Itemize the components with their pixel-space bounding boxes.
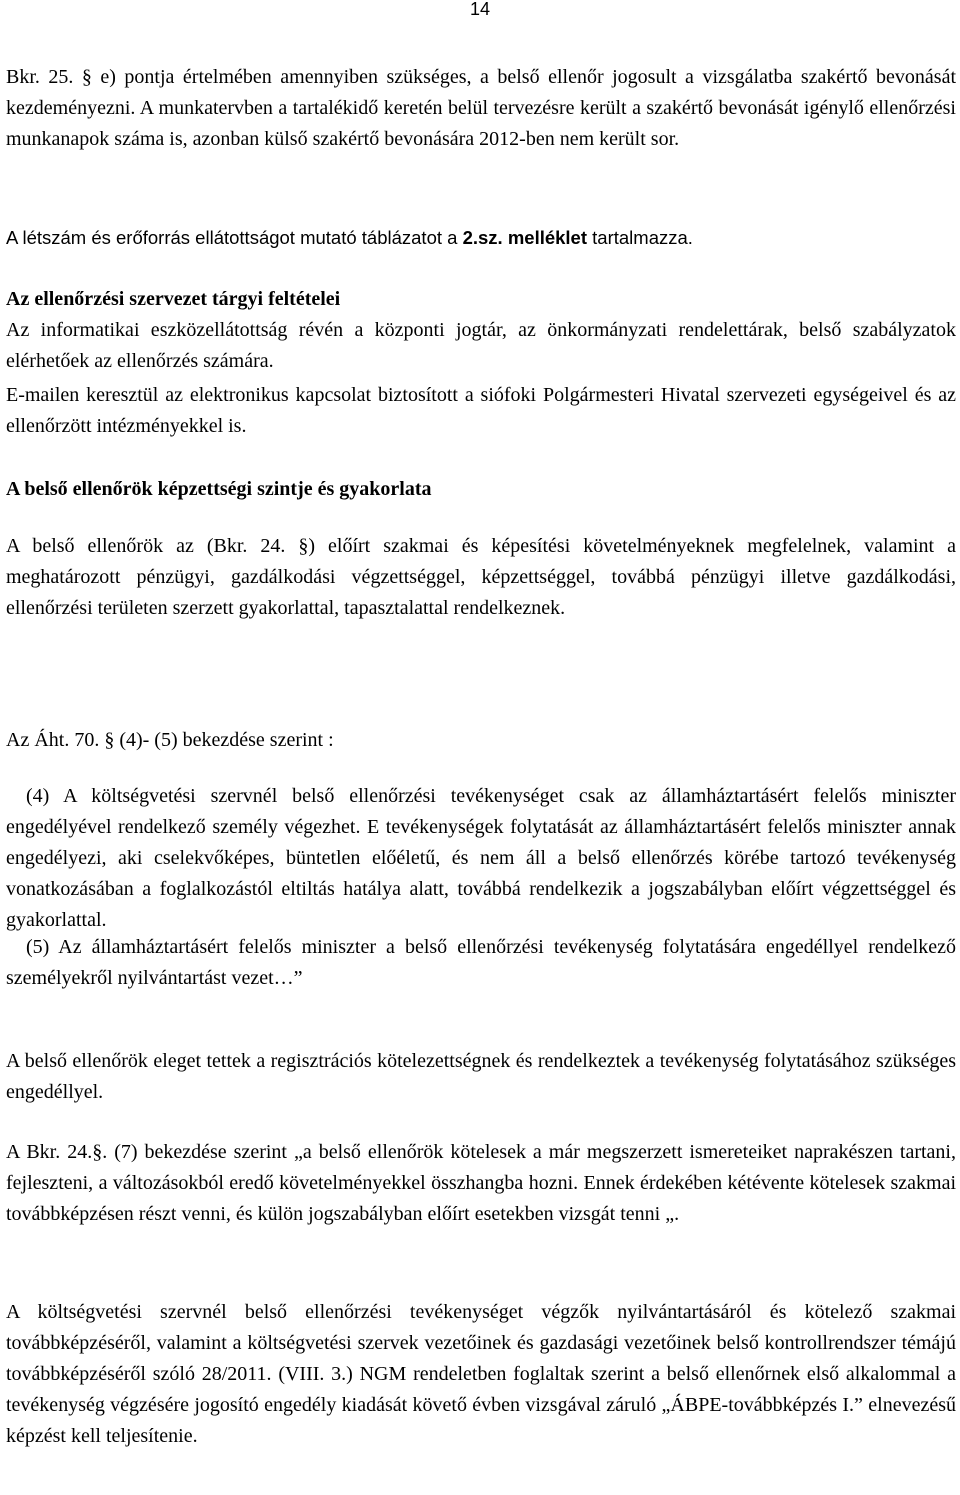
- page-number: 14: [470, 0, 491, 19]
- paragraph-bkr-training: A Bkr. 24.§. (7) bekezdése szerint „a belső ellenőrök kötelesek a már megszerzett ismereteiket naprakészen tartani, fejleszteni, a változásokból eredő követelményekkel összhangba hozni. Ennek érdekében kétévente kötelesek szakmai továbbképzésen részt venni, és külön jogszabályban előírt esetekben vizsgát tenni „.: [6, 1141, 956, 1225]
- paragraph-aht-reference: Az Áht. 70. § (4)- (5) bekezdése szerint :: [6, 729, 334, 751]
- paragraph-qualification-requirements: A belső ellenőrök az (Bkr. 24. §) előírt szakmai és képesítési követelményeknek megfelelnek, valamint a meghatározott pénzügyi, gazdálkodási végzettséggel, képzettséggel, továbbá pénzügyi illetve gazdálkodási, ellenőrzési területen szerzett gyakorlattal, tapasztalattal rendelkeznek.: [6, 535, 956, 619]
- paragraph-expert-involvement: Bkr. 25. § e) pontja értelmében amennyiben szükséges, a belső ellenőr jogosult a vizsgálatba szakértő bevonását kezdeményezni. A munkatervben a tartalékidő keretén belül tervezésre került a szakértő bevonását igénylő ellenőrzési munkanapok száma is, azonban külső szakértő bevonására 2012-ben nem került sor.: [6, 66, 956, 150]
- heading-material-conditions: Az ellenőrzési szervezet tárgyi feltételei: [6, 288, 341, 310]
- paragraph-aht-section-4: (4) A költségvetési szervnél belső ellenőrzési tevékenységet csak az államháztartásért felelős miniszter engedélyével rendelkező személy végezhet. E tevékenységek folytatását az államháztartásért felelős miniszter annak engedélyezi, aki cselekvőképes, büntetlen előéletű, és nem áll a belső ellenőrzés körébe tartozó tevékenység vonatkozásában a foglalkozástól eltiltás hatálya alatt, továbbá rendelkezik a jogszabályban előírt végzettséggel és gyakorlattal.: [6, 785, 956, 931]
- paragraph-staffing-reference: [6, 222, 956, 253]
- staffing-text-pre: A létszám és erőforrás ellátottságot mutató táblázatot a: [6, 227, 463, 248]
- heading-qualifications: A belső ellenőrök képzettségi szintje és gyakorlata: [6, 478, 432, 500]
- paragraph-it-equipment: Az informatikai eszközellátottság révén a központi jogtár, az önkormányzati rendelettárak, belső szabályzatok elérhetőek az ellenőrzés számára.: [6, 319, 956, 372]
- staffing-text-post: tartalmazza.: [587, 227, 693, 248]
- paragraph-aht-section-5: (5) Az államháztartásért felelős miniszter a belső ellenőrzési tevékenység folytatására engedéllyel rendelkező személyekről nyilvántartást vezet…”: [6, 936, 956, 989]
- annex-reference: 2.sz. melléklet: [462, 227, 588, 248]
- paragraph-registration: A belső ellenőrök eleget tettek a regisztrációs kötelezettségnek és rendelkeztek a tevékenység folytatásához szükséges engedéllyel.: [6, 1050, 956, 1103]
- paragraph-email-connection: E-mailen keresztül az elektronikus kapcsolat biztosított a siófoki Polgármesteri Hivatal szervezeti egységeivel és az ellenőrzött intézményekkel is.: [6, 384, 956, 437]
- paragraph-ngm-decree: A költségvetési szervnél belső ellenőrzési tevékenységet végzők nyilvántartásáról és kötelező szakmai továbbképzéséről, valamint a költségvetési szervek vezetőinek és gazdasági vezetőinek belső kontrollrendszer témájú továbbképzéséről szóló 28/2011. (VIII. 3.) NGM rendeletben foglaltak szerint a belső ellenőrnek első alkalommal a tevékenység végzésére jogosító engedély kiadását követő évben vizsgával záruló „ÁBPE-továbbképzés I.” elnevezésű képzést kell teljesítenie.: [6, 1301, 956, 1447]
